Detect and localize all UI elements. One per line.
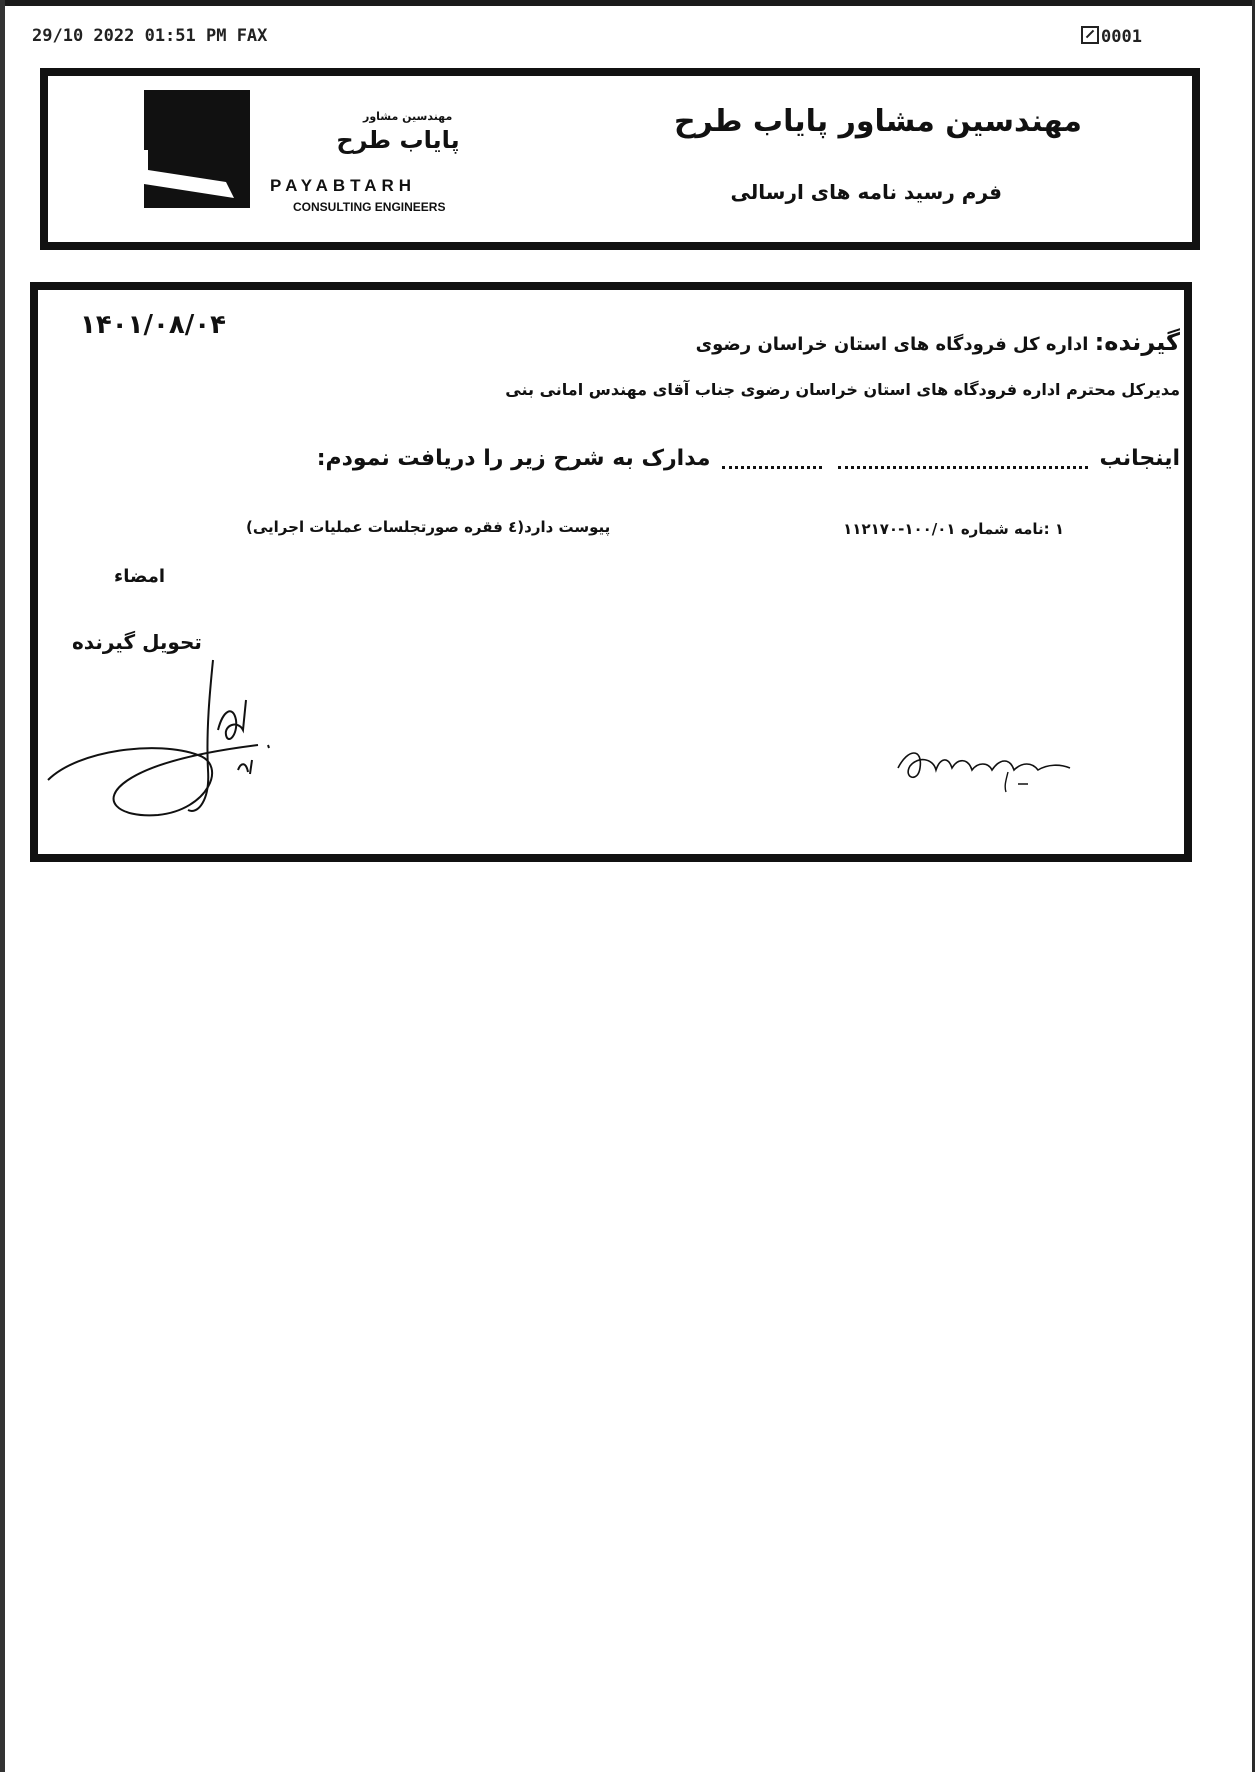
fax-page-number bbox=[1081, 26, 1142, 47]
fax-top-edge bbox=[0, 0, 1255, 6]
letterhead-box bbox=[40, 68, 1200, 250]
logo-english-name: PAYABTARH bbox=[270, 176, 417, 195]
handwritten-signature bbox=[38, 650, 338, 850]
statement-start: اینجانب bbox=[1099, 446, 1180, 471]
receipt-statement bbox=[60, 446, 1180, 471]
fax-header-line bbox=[32, 26, 1142, 50]
page-checkbox-icon bbox=[1081, 26, 1099, 44]
receipt-body-box bbox=[30, 282, 1192, 862]
statement-end: مدارک به شرح زیر را دریافت نمودم: bbox=[316, 446, 711, 471]
fax-timestamp: 29/10 2022 01:51 PM FAX bbox=[32, 26, 268, 46]
logo-persian-name: پایاب طرح bbox=[336, 126, 460, 154]
page-number-text: 0001 bbox=[1101, 27, 1142, 47]
receiver-label: تحویل گیرنده bbox=[72, 630, 202, 654]
company-title: مهندسین مشاور پایاب طرح bbox=[673, 104, 1082, 139]
logo-english-subtitle: CONSULTING ENGINEERS bbox=[293, 200, 446, 214]
attachment-line: پیوست دارد(٤ فقره صورتجلسات عملیات اجرایی) bbox=[246, 518, 611, 536]
fill-in-dots bbox=[722, 450, 822, 469]
payabtarh-logo-icon bbox=[144, 90, 250, 208]
handwritten-name bbox=[888, 728, 1088, 798]
recipient-label: گیرنده: bbox=[1094, 328, 1180, 356]
name-fill-in-dots bbox=[838, 450, 1088, 469]
recipient-line bbox=[696, 328, 1180, 356]
fax-left-edge bbox=[0, 0, 5, 1772]
form-title: فرم رسید نامه های ارسالی bbox=[730, 180, 1002, 204]
addressee-line: مدیرکل محترم اداره فرودگاه های استان خراسان رضوی جناب آقای مهندس امانی بنی bbox=[505, 380, 1180, 399]
letter-item-line: ۱ :نامه شماره ۱۰۰/۰۱-۱۱۲۱۷۰ bbox=[843, 520, 1064, 538]
logo-persian-subtitle: مهندسین مشاور bbox=[363, 110, 453, 123]
recipient-value: اداره کل فرودگاه های استان خراسان رضوی bbox=[695, 334, 1089, 355]
document-date: ۱۴۰۱/۰۸/۰۴ bbox=[80, 310, 226, 340]
signature-label: امضاء bbox=[114, 566, 166, 587]
